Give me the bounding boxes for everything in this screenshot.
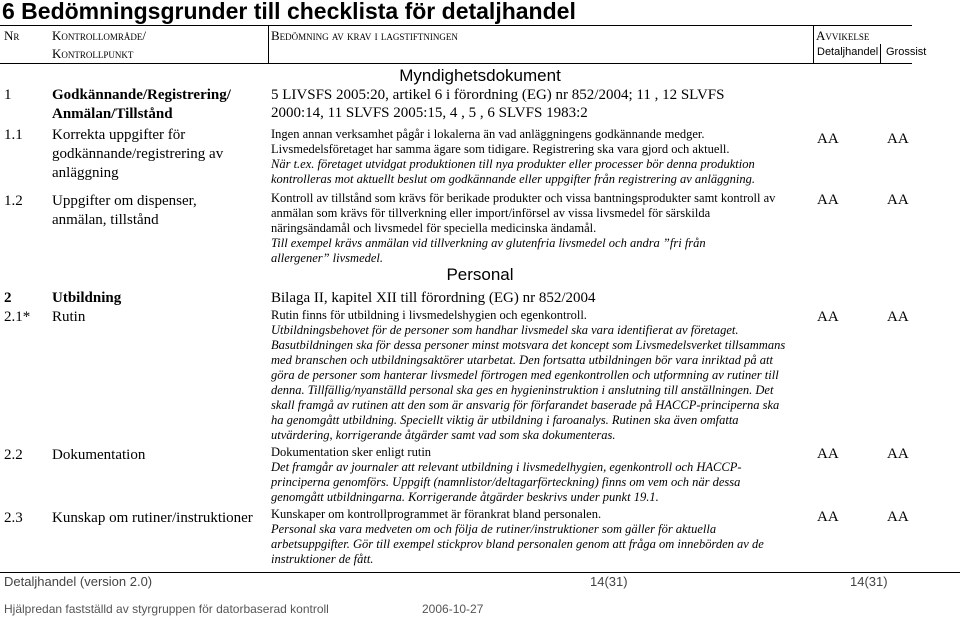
row-italic-text: genomgått utbildningarna. Korrigerande åtgärder beskrivs under punkt 19.1. — [271, 490, 659, 504]
row-italic-text: denna. Tillfällig/nyanställd personal ska ges en hygieninstruktion i anslutning till anställningen. Det — [271, 383, 774, 397]
aa-wholesale: AA — [887, 131, 909, 147]
row-italic-text: Till exempel krävs anmälan vid tillverkning av glutenfria livsmedel och andra ”fri från — [271, 236, 706, 250]
footer-page-center: 14(31) — [590, 574, 628, 589]
row-label: Kunskap om rutiner/instruktioner — [52, 510, 253, 526]
header-detail: Detaljhandel — [817, 46, 879, 58]
header-assessment: Bedömning av krav i lagstiftningen — [271, 28, 458, 43]
row-italic-text: kontrolleras mot aktuellt beslut om godkännande eller uppgifter från registrering av anläggning. — [271, 172, 755, 186]
aa-detail: AA — [817, 131, 839, 147]
header-nr: Nr — [4, 28, 20, 43]
row-nr: 1.2 — [4, 193, 23, 209]
footer-page-right: 14(31) — [850, 574, 888, 589]
aa-wholesale: AA — [887, 192, 909, 208]
row-label: Uppgifter om dispenser, — [52, 193, 197, 209]
row-italic-text: med branschen och utbildningsaktörer utarbetat. Den fortsatta utbildningen bör vara inriktad på att — [271, 353, 773, 367]
row-label: godkännande/registrering av — [52, 146, 224, 162]
row-text: näringsändamål och livsmedel för speciella medicinska ändamål. — [271, 221, 597, 235]
aa-wholesale: AA — [887, 446, 909, 462]
header-bottom-rule — [0, 63, 912, 64]
row-text: Kunskaper om kontrollprogrammet är förankrat bland personalen. — [271, 507, 602, 521]
row-nr: 2 — [4, 290, 12, 306]
header-divider-1 — [268, 25, 269, 63]
row-label: Rutin — [52, 309, 86, 325]
footer-date: 2006-10-27 — [422, 602, 484, 616]
row-italic-text: Personal ska vara medveten om och följa de rutiner/instruktioner som gäller för aktuella — [271, 522, 717, 536]
row-italic-text: utvärdering, korrigerande åtgärder samt vad som ska dokumenteras. — [271, 428, 616, 442]
footer-rule — [0, 572, 960, 573]
row-text: Kontroll av tillstånd som krävs för berikade produkter och vissa bantningsprodukter samt kontroll av — [271, 191, 776, 205]
header-deviation: Avvikelse — [816, 28, 870, 43]
header-divider-2 — [813, 25, 814, 63]
row-italic-text: När t.ex. företaget utvidgat produktionen till nya produkter eller processer bör denna produktion — [271, 157, 755, 171]
row-nr: 2.3 — [4, 510, 23, 526]
header-area: Kontrollområde/ — [52, 28, 146, 43]
row-nr: 2.2 — [4, 447, 23, 463]
aa-wholesale: AA — [887, 309, 909, 325]
header-point: Kontrollpunkt — [52, 46, 134, 61]
row-label: Utbildning — [52, 290, 122, 306]
row-nr: 1.1 — [4, 127, 23, 143]
row-text: Livsmedelsföretaget har samma ägare som tidigare. Registrering ska vara gjord och aktuell. — [271, 142, 730, 156]
row-label: anmälan, tillstånd — [52, 212, 159, 228]
row-nr: 2.1* — [4, 309, 31, 325]
row-label: Godkännande/Registrering/ — [52, 87, 231, 103]
row-text: Dokumentation sker enligt rutin — [271, 445, 432, 459]
row-italic-text: instruktioner de fått. — [271, 552, 374, 566]
page-title: 6 Bedömningsgrunder till checklista för detaljhandel — [2, 0, 576, 24]
row-italic-text: skall framgå av rutinen att den som är ansvarig för förfarandet baserade på HACCP-principerna ska — [271, 398, 780, 412]
row-text: 5 LIVSFS 2005:20, artikel 6 i förordning (EG) nr 852/2004; 11 , 12 SLVFS — [271, 87, 725, 103]
footer-approved: Hjälpredan fastställd av styrgruppen för datorbaserad kontroll — [4, 602, 329, 616]
aa-detail: AA — [817, 192, 839, 208]
row-nr: 1 — [4, 87, 12, 103]
row-italic-text: Det framgår av journaler att relevant utbildning i livsmedelhygien, egenkontroll och HACCP- — [271, 460, 742, 474]
row-text: 2000:14, 11 SLVFS 2005:15, 4 , 5 , 6 SLVFS 1983:2 — [271, 105, 588, 121]
footer-version: Detaljhandel (version 2.0) — [4, 574, 153, 589]
row-text: Ingen annan verksamhet pågår i lokalerna än vad anläggningens godkännande medger. — [271, 127, 705, 141]
row-italic-text: göra de personer som hanterar livsmedel förtrogen med egenkontrollen och utformning av rutiner till — [271, 368, 779, 382]
aa-detail: AA — [817, 509, 839, 525]
aa-detail: AA — [817, 446, 839, 462]
row-label: Anmälan/Tillstånd — [52, 106, 173, 122]
aa-detail: AA — [817, 309, 839, 325]
section-myndighet: Myndighetsdokument — [399, 66, 561, 85]
aa-wholesale: AA — [887, 509, 909, 525]
row-label: anläggning — [52, 165, 119, 181]
section-personal: Personal — [446, 265, 514, 284]
table-top-rule — [0, 25, 912, 26]
header-wholesale: Grossist — [886, 46, 927, 58]
row-italic-text: allergener” livsmedel. — [271, 251, 384, 265]
row-italic-text: principerna genomförs. Uppgift (namnlistor/deltagarförteckning) finns om vem och när dessa — [271, 475, 741, 489]
row-label: Dokumentation — [52, 447, 146, 463]
row-italic-text: Basutbildningen ska för dessa personer minst motsvara det koncept som Livsmedelsverket tillsammans — [271, 338, 786, 352]
row-text: Rutin finns för utbildning i livsmedelshygien och egenkontroll. — [271, 308, 587, 322]
row-text: Bilaga II, kapitel XII till förordning (EG) nr 852/2004 — [271, 290, 596, 306]
row-italic-text: ha genomgått utbildning. Speciellt viktig är utbildning i faroanalys. Rutinen ska även omfatta — [271, 413, 739, 427]
header-divider-3 — [880, 44, 881, 63]
row-italic-text: arbetsuppgifter. Gör till exempel stickprov bland personalen genom att fråga om innebörden av de — [271, 537, 764, 551]
row-label: Korrekta uppgifter för — [52, 127, 186, 143]
row-text: anmälan som krävs för tillverkning eller import/införsel av vissa livsmedel för särskilda — [271, 206, 711, 220]
row-italic-text: Utbildningsbehovet för de personer som handhar livsmedel ska vara identifierat av företaget. — [271, 323, 739, 337]
